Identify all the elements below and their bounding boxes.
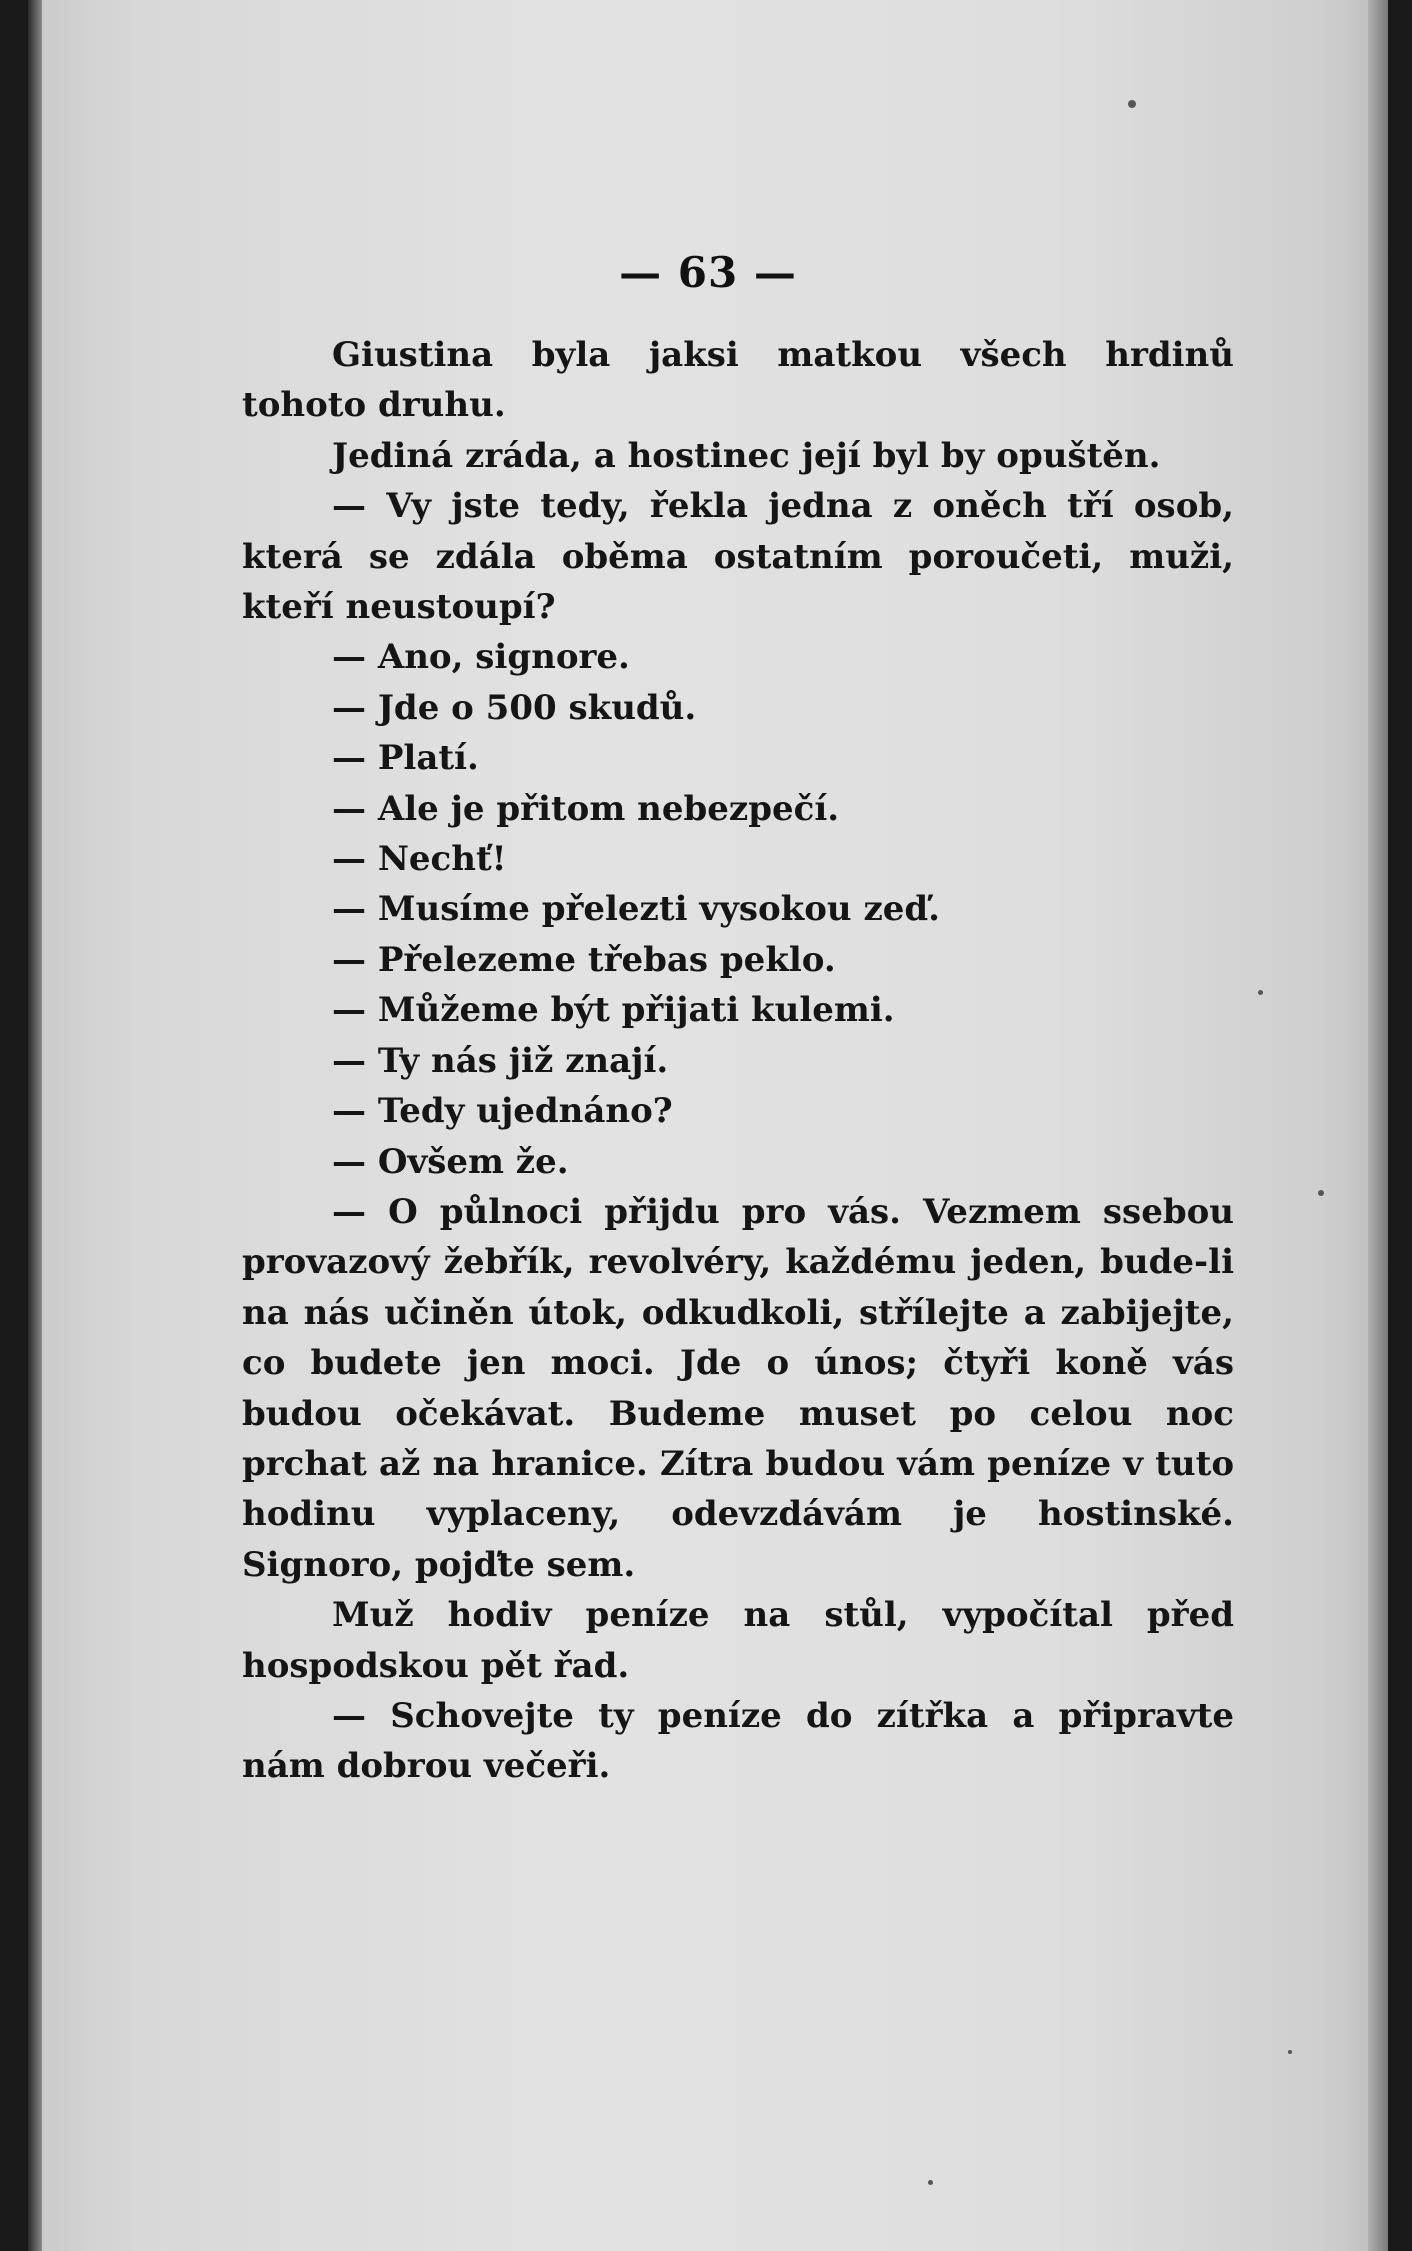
paragraph: — Jde o 500 skudů. bbox=[332, 687, 697, 728]
page-right-edge bbox=[1368, 0, 1388, 2251]
paragraph: Giustina byla jaksi matkou všech hrdinů tohoto druhu. bbox=[242, 335, 1234, 426]
paragraph: — Platí. bbox=[332, 738, 479, 779]
print-speck bbox=[1128, 100, 1136, 108]
body-text bbox=[242, 330, 1234, 1792]
paragraph: — Přelezeme třebas peklo. bbox=[332, 939, 836, 980]
book-page bbox=[28, 0, 1388, 2251]
print-speck bbox=[1318, 1190, 1324, 1196]
paragraph: — Schovejte ty peníze do zítřka a připravte nám dobrou večeři. bbox=[242, 1695, 1234, 1787]
paragraph: — Můžeme být přijati kulemi. bbox=[332, 990, 895, 1031]
paragraph: — Vy jste tedy, řekla jedna z oněch tří osob, která se zdála oběma ostatním poroučeti, muži, kteří neustoupí? bbox=[242, 486, 1234, 628]
paragraph: Jediná zráda, a hostinec její byl by opuštěn. bbox=[332, 435, 1161, 476]
paragraph: — Ty nás již znají. bbox=[332, 1040, 669, 1081]
page-number: — 63 — bbox=[619, 248, 797, 297]
paragraph: — Ano, signore. bbox=[332, 637, 630, 678]
paragraph: — O půlnoci přijdu pro vás. Vezmem ssebou provazový žebřík, revolvéry, každému jeden, bude-li na nás učiněn útok, odkudkoli, střílejte a zabijejte, co budete jen moci. Jde o únos; čtyři koně vás budou očekávat. Budeme muset po celou noc prchat až na hranice. Zítra budou vám peníze v tuto hodinu vyplaceny, odevzdávám je hostinské. Signoro, pojďte sem. bbox=[242, 1191, 1234, 1585]
paragraph: Muž hodiv peníze na stůl, vypočítal před hospodskou pět řad. bbox=[242, 1595, 1234, 1686]
print-speck bbox=[1258, 990, 1263, 995]
page-left-edge bbox=[28, 0, 42, 2251]
paragraph: — Ovšem že. bbox=[332, 1141, 569, 1182]
paragraph: — Tedy ujednáno? bbox=[332, 1091, 673, 1132]
print-speck bbox=[1288, 2050, 1292, 2054]
paragraph: — Nechť! bbox=[332, 839, 507, 880]
print-speck bbox=[928, 2180, 933, 2185]
paragraph: — Ale je přitom nebezpečí. bbox=[332, 788, 840, 829]
paragraph: — Musíme přelezti vysokou zeď. bbox=[332, 889, 940, 930]
